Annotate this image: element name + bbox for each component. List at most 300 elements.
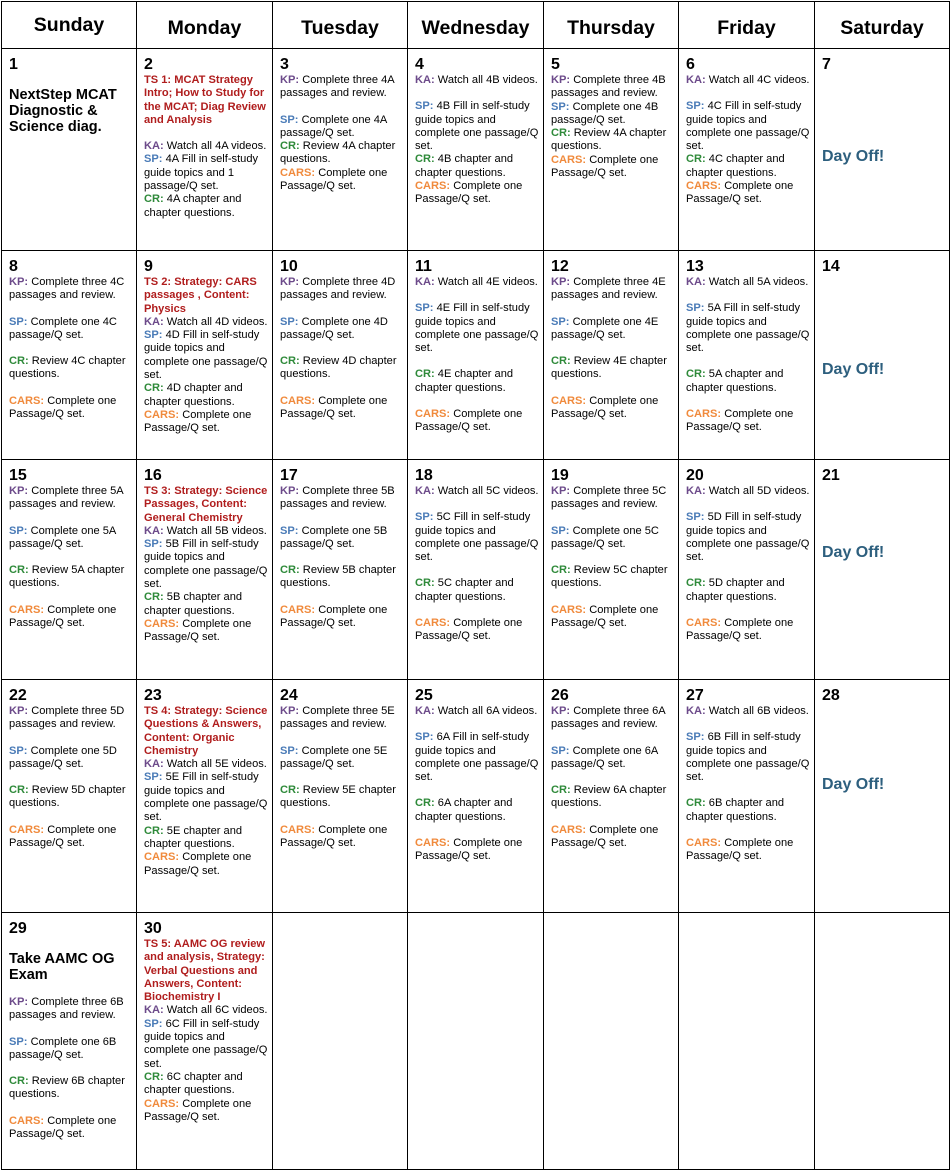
task-item: [9, 745, 133, 772]
day-cell-13: [679, 251, 815, 460]
day-cell-12: [544, 251, 679, 460]
task-item: [144, 758, 269, 771]
task-category-tag: CARS:: [551, 823, 587, 836]
task-text: Complete three 5E passages and review.: [280, 705, 395, 731]
task-item: [9, 705, 133, 732]
task-item: [551, 705, 675, 732]
task-text: Review 4A chapter questions.: [551, 127, 667, 153]
weekday-header-friday: Friday: [679, 2, 815, 49]
task-text: Complete one Passage/Q set.: [9, 394, 117, 421]
task-item: [415, 797, 540, 824]
task-text: 4C chapter and chapter questions.: [686, 153, 785, 179]
task-category-tag: KA:: [144, 140, 164, 153]
day-cell-7: [815, 49, 950, 251]
task-text: 5D chapter and chapter questions.: [686, 577, 785, 603]
task-item: [280, 316, 404, 343]
task-item: [144, 851, 269, 878]
empty-day-cell: [679, 913, 815, 1170]
task-item: [144, 382, 269, 409]
task-category-tag: CARS:: [280, 166, 316, 179]
weekday-header-tuesday: Tuesday: [273, 2, 408, 49]
task-item: [415, 100, 540, 153]
task-item: [9, 824, 133, 851]
task-text: Review 5E chapter questions.: [280, 784, 396, 810]
day-cell-9: [137, 251, 273, 460]
task-text: Watch all 4C videos.: [705, 74, 810, 86]
task-text: 6C Fill in self-study guide topics and complete one passage/Q set.: [144, 1017, 268, 1070]
weekday-header-sunday: Sunday: [2, 2, 137, 49]
task-text: 4A Fill in self-study guide topics and 1 passage/Q set.: [144, 153, 259, 193]
task-text: Complete one Passage/Q set.: [415, 408, 523, 434]
empty-day-cell: [544, 913, 679, 1170]
task-text: Complete three 5D passages and review.: [9, 705, 125, 731]
task-item: [686, 74, 811, 87]
task-category-tag: CR:: [551, 564, 571, 577]
task-category-tag: CARS:: [415, 617, 451, 630]
task-text: Watch all 4B videos.: [434, 74, 538, 86]
task-text: 4D Fill in self-study guide topics and complete one passage/Q set.: [144, 329, 268, 382]
task-category-tag: CR:: [144, 1070, 164, 1083]
task-item: [9, 316, 133, 343]
task-text: Complete three 4A passages and review.: [280, 74, 395, 100]
task-category-tag: CR:: [415, 577, 435, 590]
task-item: [144, 618, 269, 645]
task-item: [280, 114, 404, 141]
task-category-tag: CR:: [415, 153, 435, 166]
task-text: 6C chapter and chapter questions.: [144, 1070, 243, 1097]
task-item: [551, 127, 675, 154]
task-category-tag: CARS:: [9, 1114, 45, 1127]
task-item: [415, 276, 540, 289]
task-category-tag: CARS:: [551, 394, 587, 407]
task-item: [144, 771, 269, 824]
task-item: [415, 153, 540, 180]
task-text: 5D Fill in self-study guide topics and complete one passage/Q set.: [686, 511, 810, 564]
day-number: 24: [280, 687, 298, 704]
task-text: Complete one Passage/Q set.: [9, 1114, 117, 1141]
day-number: 16: [144, 467, 162, 484]
task-item: [551, 74, 675, 101]
task-text: Complete one 5C passage/Q set.: [551, 524, 659, 550]
task-category-tag: KP:: [9, 996, 29, 1008]
day-number: 4: [415, 56, 424, 73]
task-item: [415, 368, 540, 395]
task-category-tag: SP:: [280, 744, 299, 757]
class-session-label: TS 3: Strategy: Science Passages, Content: General Chemistry: [144, 485, 268, 524]
task-category-tag: CARS:: [280, 394, 316, 407]
task-text: Complete one Passage/Q set.: [415, 180, 523, 206]
task-item: [144, 193, 269, 220]
task-item: [144, 1004, 269, 1017]
day-number: 29: [9, 920, 27, 937]
task-text: 5A chapter and chapter questions.: [686, 368, 784, 394]
task-text: Watch all 5B videos.: [163, 524, 267, 537]
task-item: [686, 100, 811, 153]
task-category-tag: CARS:: [144, 408, 180, 421]
task-category-tag: CR:: [144, 382, 164, 395]
task-category-tag: CR:: [415, 368, 435, 381]
task-text: 5E chapter and chapter questions.: [144, 824, 243, 850]
weekday-header-monday: Monday: [137, 2, 273, 49]
task-item: [415, 408, 540, 435]
task-text: Watch all 5E videos.: [163, 758, 267, 771]
task-category-tag: CARS:: [415, 837, 451, 850]
task-text: Complete one Passage/Q set.: [144, 617, 252, 644]
task-text: Complete one Passage/Q set.: [144, 851, 252, 877]
task-item: [9, 1075, 133, 1102]
task-category-tag: SP:: [551, 524, 570, 537]
task-category-tag: KA:: [144, 315, 164, 328]
day-number: 23: [144, 687, 162, 704]
task-category-tag: KP:: [9, 276, 29, 288]
task-category-tag: SP:: [280, 113, 299, 126]
task-item: [415, 74, 540, 87]
class-session-label: TS 1: MCAT Strategy Intro; How to Study for the MCAT; Diag Review and Analysis: [144, 74, 266, 126]
task-text: Watch all 6B videos.: [705, 705, 809, 717]
task-category-tag: SP:: [280, 524, 299, 537]
day-cell-22: [2, 680, 137, 913]
task-category-tag: CR:: [686, 368, 706, 381]
task-category-tag: KP:: [9, 705, 29, 717]
day-cell-19: [544, 460, 679, 680]
task-category-tag: CARS:: [280, 823, 316, 836]
task-category-tag: KA:: [686, 705, 706, 717]
task-text: Watch all 5A videos.: [705, 276, 809, 288]
task-item: [280, 395, 404, 422]
day-number: 25: [415, 687, 433, 704]
task-item: [280, 276, 404, 303]
task-category-tag: SP:: [9, 1035, 28, 1048]
task-text: 4D chapter and chapter questions.: [144, 382, 243, 408]
task-item: [415, 705, 540, 718]
day-headline: Take AAMC OG Exam: [9, 951, 115, 983]
task-item: [415, 511, 540, 564]
day-number: 17: [280, 467, 298, 484]
task-item: [551, 745, 675, 772]
task-category-tag: CR:: [686, 797, 706, 810]
task-item: [280, 745, 404, 772]
day-cell-17: [273, 460, 408, 680]
task-item: [9, 485, 133, 512]
day-cell-6: [679, 49, 815, 251]
task-text: Complete one 4A passage/Q set.: [280, 113, 387, 139]
task-item: [551, 525, 675, 552]
task-category-tag: CR:: [9, 355, 29, 368]
day-cell-21: [815, 460, 950, 680]
task-item: [686, 577, 811, 604]
task-category-tag: CR:: [280, 140, 300, 153]
task-item: [280, 355, 404, 382]
task-item: [144, 591, 269, 618]
task-item: [686, 731, 811, 784]
day-cell-16: [137, 460, 273, 680]
day-cell-28: [815, 680, 950, 913]
task-item: [280, 824, 404, 851]
task-text: Complete one 4D passage/Q set.: [280, 315, 388, 341]
task-item: [686, 276, 811, 289]
task-item: [415, 837, 540, 864]
task-category-tag: KP:: [280, 74, 300, 86]
day-number: 12: [551, 258, 569, 275]
day-number: 26: [551, 687, 569, 704]
task-category-tag: CARS:: [686, 617, 722, 630]
day-cell-1: [2, 49, 137, 251]
task-category-tag: CARS:: [686, 180, 722, 193]
task-text: Review 5C chapter questions.: [551, 564, 668, 590]
task-text: 5B Fill in self-study guide topics and complete one passage/Q set.: [144, 538, 268, 591]
day-number: 11: [415, 258, 432, 275]
task-category-tag: CARS:: [9, 603, 45, 616]
task-text: Complete one Passage/Q set.: [686, 837, 794, 863]
task-text: Review 5D chapter questions.: [9, 784, 126, 810]
task-category-tag: KA:: [415, 276, 435, 288]
task-category-tag: SP:: [144, 771, 163, 784]
task-item: [551, 485, 675, 512]
task-text: Complete one Passage/Q set.: [551, 153, 659, 180]
task-category-tag: CARS:: [144, 617, 180, 630]
task-item: [686, 368, 811, 395]
task-category-tag: CR:: [280, 564, 300, 577]
task-text: Watch all 5D videos.: [705, 485, 810, 497]
task-item: [415, 302, 540, 355]
task-text: Complete one 5B passage/Q set.: [280, 524, 388, 550]
task-text: Complete one Passage/Q set.: [9, 603, 117, 630]
task-category-tag: SP:: [9, 524, 28, 537]
class-session-label: TS 5: AAMC OG review and analysis, Strategy: Verbal Questions and Answers, Content: Biochemistry I: [144, 938, 266, 1004]
task-category-tag: KA:: [686, 485, 706, 497]
task-item: [9, 276, 133, 303]
task-item: [144, 538, 269, 591]
task-text: 5B chapter and chapter questions.: [144, 591, 243, 617]
task-item: [686, 511, 811, 564]
task-text: Complete one Passage/Q set.: [551, 394, 659, 421]
task-item: [280, 140, 404, 167]
day-number: 5: [551, 56, 560, 73]
task-text: Complete one Passage/Q set.: [280, 823, 388, 850]
day-number: 6: [686, 56, 695, 73]
task-text: 4C Fill in self-study guide topics and complete one passage/Q set.: [686, 100, 810, 153]
day-cell-24: [273, 680, 408, 913]
day-headline: NextStep MCAT Diagnostic & Science diag.: [9, 87, 117, 135]
task-text: Complete one Passage/Q set.: [280, 603, 388, 630]
task-item: [144, 1071, 269, 1098]
task-item: [9, 1036, 133, 1063]
task-item: [686, 153, 811, 180]
task-text: 6A chapter and chapter questions.: [415, 797, 513, 823]
task-item: [415, 577, 540, 604]
task-category-tag: KA:: [686, 276, 706, 288]
task-category-tag: KA:: [415, 74, 435, 86]
task-item: [9, 525, 133, 552]
day-number: 28: [822, 687, 840, 704]
task-text: Review 6B chapter questions.: [9, 1075, 125, 1101]
task-category-tag: CR:: [9, 1075, 29, 1088]
task-text: 4E chapter and chapter questions.: [415, 368, 514, 394]
task-text: Review 4E chapter questions.: [551, 355, 667, 381]
task-item: [686, 797, 811, 824]
weekday-header-wednesday: Wednesday: [408, 2, 544, 49]
task-text: Complete three 6A passages and review.: [551, 705, 666, 731]
task-category-tag: KP:: [551, 485, 571, 497]
task-item: [280, 564, 404, 591]
task-text: 5C Fill in self-study guide topics and complete one passage/Q set.: [415, 511, 539, 564]
task-category-tag: KA:: [144, 1004, 164, 1017]
task-text: Complete one Passage/Q set.: [686, 408, 794, 434]
task-category-tag: SP:: [551, 100, 570, 113]
task-category-tag: CARS:: [144, 1097, 180, 1110]
task-item: [144, 316, 269, 329]
task-item: [686, 705, 811, 718]
task-item: [144, 153, 269, 193]
task-text: Complete three 5C passages and review.: [551, 485, 667, 511]
day-number: 14: [822, 258, 840, 275]
task-category-tag: SP:: [144, 538, 163, 551]
day-cell-5: [544, 49, 679, 251]
task-item: [280, 705, 404, 732]
task-category-tag: SP:: [415, 731, 434, 744]
day-cell-23: [137, 680, 273, 913]
day-number: 8: [9, 258, 18, 275]
task-item: [686, 617, 811, 644]
day-cell-25: [408, 680, 544, 913]
task-item: [551, 355, 675, 382]
task-category-tag: KP:: [9, 485, 29, 497]
task-item: [686, 302, 811, 355]
task-text: Complete three 4D passages and review.: [280, 276, 396, 302]
task-text: Complete one 5A passage/Q set.: [9, 524, 116, 550]
task-item: [686, 408, 811, 435]
day-cell-18: [408, 460, 544, 680]
task-item: [551, 101, 675, 128]
task-item: [415, 617, 540, 644]
task-text: Complete one 4E passage/Q set.: [551, 315, 659, 341]
task-item: [551, 395, 675, 422]
task-category-tag: SP:: [9, 744, 28, 757]
day-number: 21: [822, 467, 840, 484]
task-text: 4E Fill in self-study guide topics and complete one passage/Q set.: [415, 302, 539, 355]
task-category-tag: KA:: [415, 485, 435, 497]
task-text: Review 4A chapter questions.: [280, 140, 396, 166]
task-text: Review 5B chapter questions.: [280, 564, 396, 590]
task-item: [9, 564, 133, 591]
task-item: [686, 837, 811, 864]
task-category-tag: SP:: [415, 302, 434, 315]
task-item: [9, 395, 133, 422]
task-category-tag: CARS:: [551, 603, 587, 616]
task-category-tag: CR:: [551, 127, 571, 140]
task-text: Complete one Passage/Q set.: [415, 617, 523, 643]
task-item: [9, 604, 133, 631]
task-item: [551, 154, 675, 181]
task-category-tag: CARS:: [144, 851, 180, 864]
class-session-label: TS 2: Strategy: CARS passages , Content: Physics: [144, 276, 257, 315]
task-text: Complete one Passage/Q set.: [686, 617, 794, 643]
task-item: [280, 604, 404, 631]
task-text: Complete three 5A passages and review.: [9, 485, 124, 511]
task-item: [9, 784, 133, 811]
day-cell-15: [2, 460, 137, 680]
day-number: 2: [144, 56, 153, 73]
task-text: Complete one Passage/Q set.: [280, 166, 388, 193]
day-number: 13: [686, 258, 704, 275]
task-category-tag: CARS:: [551, 153, 587, 166]
task-category-tag: CR:: [551, 355, 571, 368]
task-text: Review 5A chapter questions.: [9, 564, 125, 590]
day-cell-11: [408, 251, 544, 460]
task-item: [144, 525, 269, 538]
day-number: 22: [9, 687, 27, 704]
task-item: [144, 329, 269, 382]
day-number: 1: [9, 56, 18, 73]
task-text: 6A Fill in self-study guide topics and complete one passage/Q set.: [415, 731, 539, 784]
day-cell-8: [2, 251, 137, 460]
task-item: [9, 355, 133, 382]
day-number: 30: [144, 920, 162, 937]
task-category-tag: CARS:: [686, 837, 722, 850]
task-text: Complete three 5B passages and review.: [280, 485, 395, 511]
task-text: Complete three 4B passages and review.: [551, 74, 666, 100]
task-text: Watch all 6C videos.: [163, 1004, 268, 1017]
task-category-tag: KA:: [144, 524, 164, 537]
task-item: [280, 485, 404, 512]
task-text: Complete three 4C passages and review.: [9, 276, 125, 302]
day-cell-14: [815, 251, 950, 460]
task-text: 4B Fill in self-study guide topics and complete one passage/Q set.: [415, 100, 539, 153]
task-item: [280, 525, 404, 552]
day-cell-26: [544, 680, 679, 913]
task-text: Review 6A chapter questions.: [551, 784, 667, 810]
empty-day-cell: [815, 913, 950, 1170]
day-number: 7: [822, 56, 831, 73]
task-category-tag: CR:: [280, 355, 300, 368]
task-category-tag: KP:: [551, 705, 571, 717]
task-category-tag: CARS:: [280, 603, 316, 616]
task-category-tag: CR:: [551, 784, 571, 797]
task-text: Complete one Passage/Q set.: [415, 837, 523, 863]
task-item: [144, 825, 269, 852]
task-item: [415, 485, 540, 498]
day-cell-27: [679, 680, 815, 913]
task-text: Complete one Passage/Q set.: [144, 1097, 252, 1123]
task-item: [280, 74, 404, 101]
day-number: 15: [9, 467, 27, 484]
task-category-tag: KA:: [415, 705, 435, 717]
task-item: [415, 180, 540, 207]
task-category-tag: CR:: [280, 784, 300, 797]
task-category-tag: KA:: [686, 74, 706, 86]
task-category-tag: SP:: [686, 511, 705, 524]
task-text: Watch all 4D videos.: [163, 315, 268, 328]
task-item: [144, 1098, 269, 1125]
day-off-label: Day Off!: [822, 361, 885, 378]
task-item: [551, 564, 675, 591]
task-text: 5A Fill in self-study guide topics and complete one passage/Q set.: [686, 302, 810, 355]
task-text: Complete one 5D passage/Q set.: [9, 744, 117, 770]
task-text: 6B chapter and chapter questions.: [686, 797, 785, 823]
task-category-tag: CARS:: [9, 823, 45, 836]
task-item: [9, 1115, 133, 1142]
task-item: [551, 276, 675, 303]
task-category-tag: CR:: [686, 577, 706, 590]
calendar-grid: [1, 1, 950, 1170]
task-text: Complete one Passage/Q set.: [686, 180, 794, 206]
day-cell-2: [137, 49, 273, 251]
task-item: [415, 731, 540, 784]
task-category-tag: SP:: [144, 1017, 163, 1030]
task-category-tag: CARS:: [415, 180, 451, 193]
task-text: Complete one 4B passage/Q set.: [551, 100, 659, 126]
task-text: Complete three 6B passages and review.: [9, 996, 124, 1022]
